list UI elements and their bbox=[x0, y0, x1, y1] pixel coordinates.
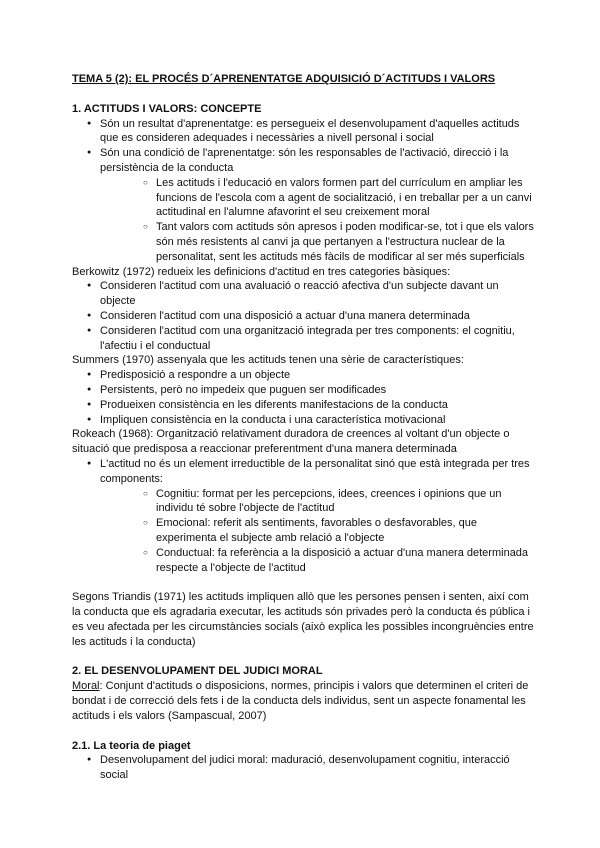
list-item bbox=[72, 457, 536, 575]
document-title: TEMA 5 (2): EL PROCÉS D´APRENENTATGE ADQUISICIÓ D´ACTITUDS I VALORS bbox=[72, 73, 496, 85]
berkowitz-intro: Berkowitz (1972) redueix les definicions d'actitud en tres categories bàsiques: bbox=[72, 265, 451, 278]
rokeach-list bbox=[72, 457, 536, 575]
list-item-text: L'actitud no és un element irreductible de la personalitat sinó que està integrada per tres components: bbox=[100, 457, 530, 485]
moral-definition bbox=[72, 679, 536, 723]
list-item: ● Produeixen consistència en les diferents manifestacions de la conducta bbox=[72, 398, 536, 413]
section2-heading: 2. EL DESENVOLUPAMENT DEL JUDICI MORAL bbox=[72, 665, 323, 678]
sub-list-item: ○ Cognitiu: format per les percepcions, idees, creences i opinions que un individu té sobre l'objecte de l'actitud bbox=[100, 487, 536, 517]
moral-text: : Conjunt d'actituds o disposicions, normes, principis i valors que determinen el criteri de bondat i de correcció dels fets i de la conducta dels individus, sent un aspecte fonamental les actituds i els valors (Sampascual, 2007) bbox=[72, 680, 529, 722]
triandis-paragraph: Segons Triandis (1971) les actituds impliquen allò que les persones pensen i senten, així com la conducta que els agradaria executar, les actituds són privades però la conducta és pública i es veu afectada per les circumstàncies socials (això explica les possibles incongruències entre les actituds i la conducta) bbox=[72, 591, 534, 648]
spacer bbox=[72, 575, 536, 590]
list-item-text: Són una condició de l'aprenentatge: són les responsables de l'activació, direcció i la persistència de la conducta bbox=[100, 147, 509, 174]
section2-1-heading: 2.1. La teoria de piaget bbox=[72, 739, 191, 752]
list-item: ● Persistents, però no impedeix que puguen ser modificades bbox=[72, 383, 536, 398]
spacer bbox=[72, 724, 536, 739]
sub-list-item: ○ Tant valors com actituds són apresos i poden modificar-se, tot i que els valors són més resistents al canvi ja que pertanyen a l'estructura nuclear de la personalitat, sent les actituds més fàcils de modificar al ser més superficials bbox=[100, 220, 536, 264]
rokeach-sub-list bbox=[100, 487, 536, 576]
summers-list bbox=[72, 368, 536, 427]
document-page bbox=[72, 72, 536, 783]
berkowitz-list bbox=[72, 279, 536, 353]
summers-intro: Summers (1970) assenyala que les actituds tenen una sèrie de característiques: bbox=[72, 354, 464, 367]
list-item: ● Consideren l'actitud com una avaluació o reacció afectiva d'un subjecte davant un objecte bbox=[72, 279, 536, 309]
list-item: ● Predisposició a respondre a un objecte bbox=[72, 368, 536, 383]
list-item: ● Impliquen consistència en la conducta i una característica motivacional bbox=[72, 413, 536, 428]
list-item: ● Consideren l'actitud com una disposició a actuar d'una manera determinada bbox=[72, 309, 536, 324]
section1-bullet-list bbox=[72, 117, 536, 265]
moral-term: Moral bbox=[72, 680, 100, 693]
sub-list-item: ○ Emocional: referit als sentiments, favorables o desfavorables, que experimenta el subjecte amb relació a l'objecte bbox=[100, 516, 536, 546]
list-item: ● Són un resultat d'aprenentatge: es persegueix el desenvolupament d'aquelles actituds que es consideren adequades i necessàries a nivell personal i social bbox=[72, 117, 536, 147]
sub-list-item: ○ Conductual: fa referència a la disposició a actuar d'una manera determinada respecte a l'objecte de l'actitud bbox=[100, 546, 536, 576]
list-item: ● Consideren l'actitud com una organització integrada per tres components: el cognitiu, l'afectiu i el conductual bbox=[72, 324, 536, 354]
spacer bbox=[72, 649, 536, 664]
section1-sub-list bbox=[100, 176, 536, 265]
list-item: ● Desenvolupament del judici moral: maduració, desenvolupament cognitiu, interacció social bbox=[72, 753, 536, 783]
rokeach-paragraph: Rokeach (1968): Organització relativament duradora de creences al voltant d'un objecte o situació que predisposa a reaccionar preferentment d'una manera determinada bbox=[72, 428, 510, 456]
piaget-list bbox=[72, 753, 536, 783]
section1-heading: 1. ACTITUDS I VALORS: CONCEPTE bbox=[72, 102, 262, 115]
sub-list-item: ○ Les actituds i l'educació en valors formen part del currículum en ampliar les funcions de l'escola com a agent de socialització, i en treballar per a un canvi actitudinal en l'alumne afavorint el seu creixement moral bbox=[100, 176, 536, 220]
list-item bbox=[72, 146, 536, 264]
